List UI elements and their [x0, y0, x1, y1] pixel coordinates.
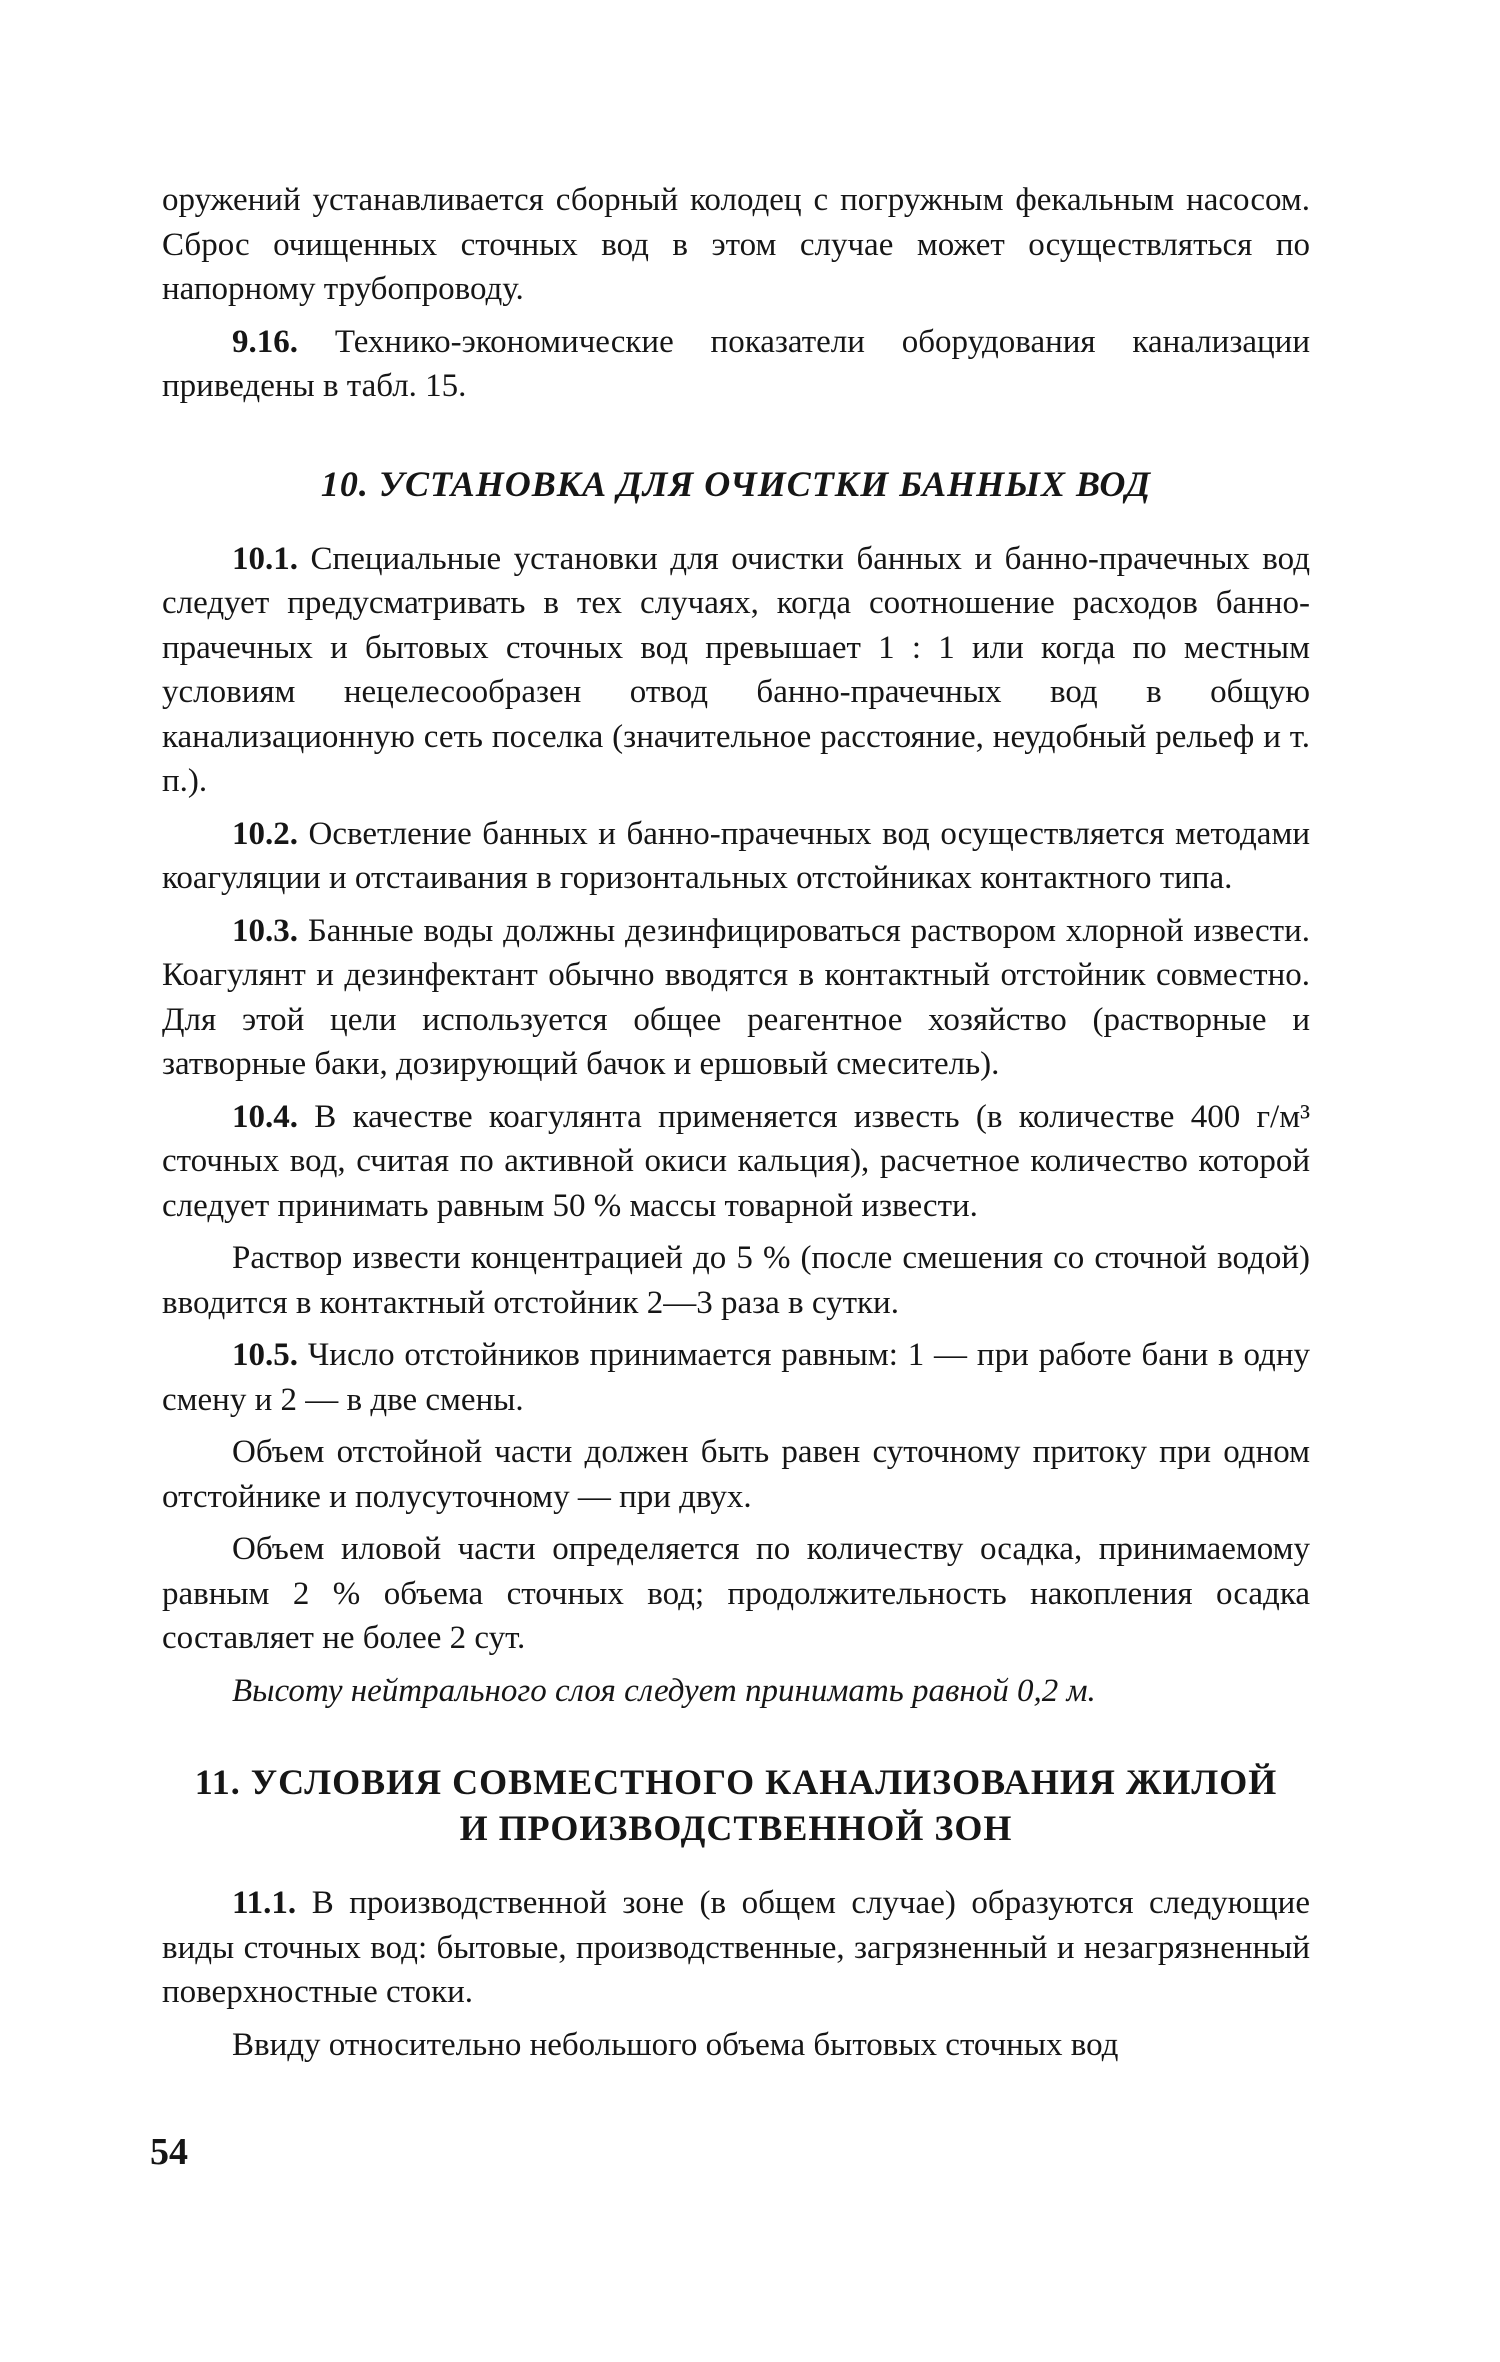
paragraph-text: Специальные установки для очистки банных и банно-прачечных вод следует предусматривать в тех случаях, когда соотношение расходов банно-прачечных и бытовых сточных вод превышает 1 : 1 или когда по местным условиям нецелесообразен отвод банно-прачечных вод в общую канализационную сеть поселка (значительное расстояние, неудобный рельеф и т. п.). [162, 540, 1310, 799]
paragraph-text: Банные воды должны дезинфицироваться раствором хлорной извести. Коагулянт и дезинфектант обычно вводятся в контактный отстойник совместно. Для этой цели используется общее реагентное хозяйство (растворные и затворные баки, дозирующий бачок и ершовый смеситель). [162, 912, 1310, 1082]
paragraph-10-2 [162, 812, 1310, 901]
paragraph-10-1 [162, 537, 1310, 804]
paragraph-number: 10.5. [232, 1337, 298, 1373]
paragraph-text: В качестве коагулянта применяется известь (в количестве 400 г/м³ сточных вод, считая по активной окиси кальция), расчетное количество которой следует принимать равным 50 % массы товарной извести. [162, 1098, 1310, 1224]
paragraph-lime-solution: Раствор извести концентрацией до 5 % (после смешения со сточной водой) вводится в контактный отстойник 2—3 раза в сутки. [162, 1240, 1310, 1321]
paragraph-number: 10.3. [232, 912, 298, 949]
paragraph-number: 10.4. [232, 1098, 298, 1135]
paragraph-neutral-layer: Высоту нейтрального слоя следует принимать равной 0,2 м. [232, 1672, 1096, 1709]
paragraph-settling-volume: Объем отстойной части должен быть равен суточному притоку при одном отстойнике и полусуточному — при двух. [162, 1434, 1310, 1515]
paragraph-text: В производственной зоне (в общем случае) образуются следующие виды сточных вод: бытовые, производственные, загрязненный и незагрязненный поверхностные стоки. [162, 1885, 1310, 2010]
paragraph-number: 9.16. [232, 323, 298, 360]
paragraph-10-4 [162, 1095, 1310, 1229]
page-number: 54 [150, 2131, 188, 2173]
section-11-heading [162, 1759, 1310, 1851]
paragraph-sludge-volume: Объем иловой части определяется по количеству осадка, принимаемому равным 2 % объема сточных вод; продолжительность накопления осадка составляет не более 2 сут. [162, 1531, 1310, 1656]
paragraph-10-5 [162, 1333, 1310, 1422]
section-11-title-line1: 11. УСЛОВИЯ СОВМЕСТНОГО КАНАЛИЗОВАНИЯ ЖИЛОЙ [194, 1762, 1278, 1802]
paragraph-number: 11.1. [232, 1885, 297, 1921]
page-body [162, 178, 1310, 2075]
paragraph-text: Технико-экономические показатели оборудования канализации приведены в табл. 15. [162, 323, 1310, 404]
paragraph-last: Ввиду относительно небольшого объема бытовых сточных вод [232, 2026, 1119, 2063]
paragraph-text: Осветление банных и банно-прачечных вод осуществляется методами коагуляции и отстаивания в горизонтальных отстойниках контактного типа. [162, 815, 1310, 896]
paragraph-9-16 [162, 320, 1310, 409]
section-11-title-line2: И ПРОИЗВОДСТВЕННОЙ ЗОН [459, 1808, 1013, 1848]
paragraph-11-1 [162, 1881, 1310, 2015]
paragraph-10-3 [162, 909, 1310, 1087]
paragraph-number: 10.1. [232, 540, 298, 577]
paragraph-text: Число отстойников принимается равным: 1 — при работе бани в одну смену и 2 — в две смены. [162, 1337, 1310, 1418]
paragraph-number: 10.2. [232, 815, 298, 852]
section-10-heading: 10. УСТАНОВКА ДЛЯ ОЧИСТКИ БАННЫХ ВОД [320, 463, 1152, 504]
paragraph-continued: оружений устанавливается сборный колодец с погружным фекальным насосом. Сброс очищенных сточных вод в этом случае может осуществляться по напорному трубопроводу. [162, 182, 1310, 307]
